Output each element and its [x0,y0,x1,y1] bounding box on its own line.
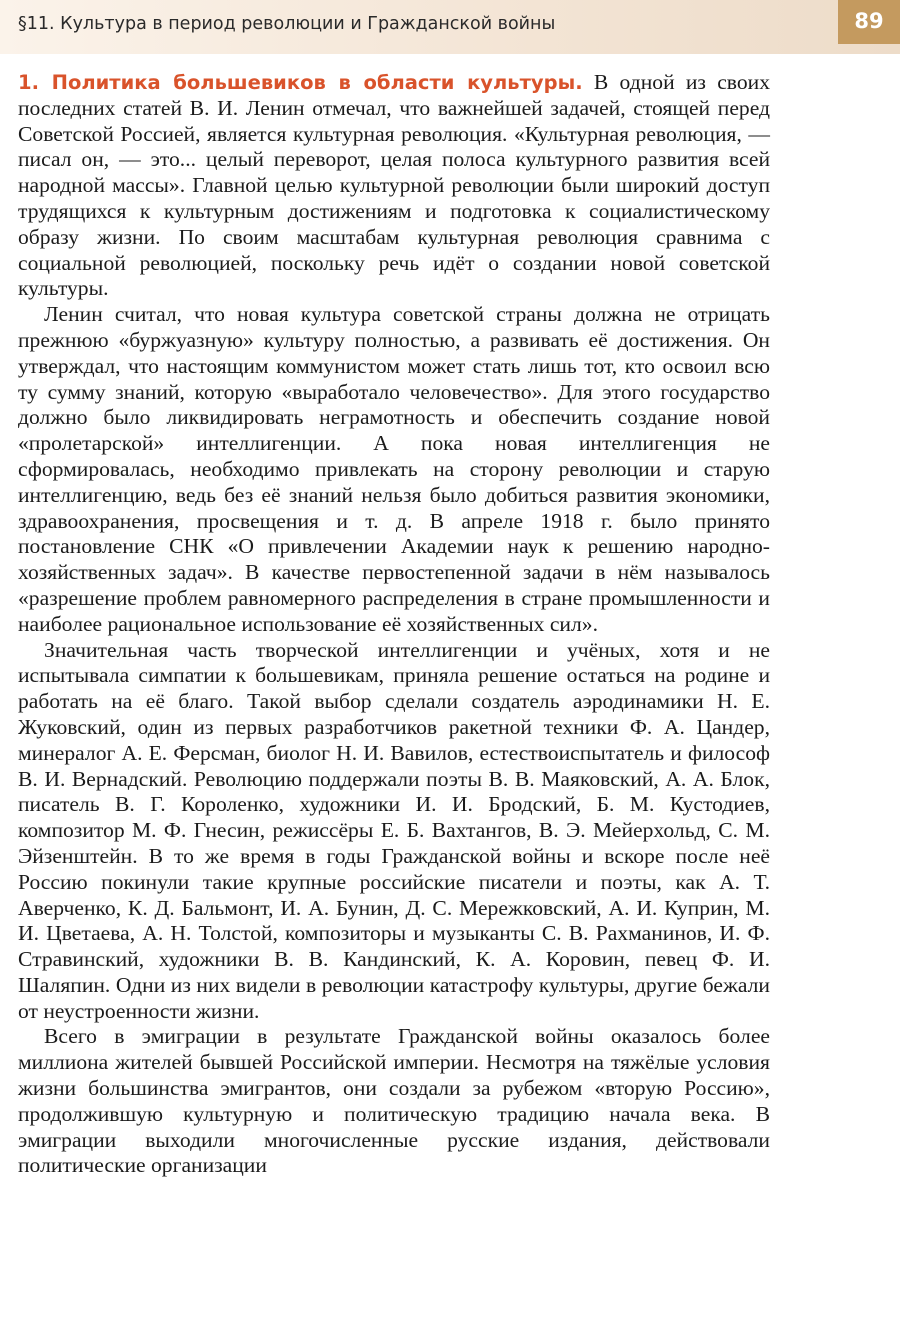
paragraph-2: Ленин считал, что новая культура советской страны должна не отрицать прежнюю «буржуазную» культуру полностью, а развивать её достижения. Он утверждал, что настоящим коммунистом может стать лишь тот, кто освоил всю ту сумму знаний, которую «выработало человечество». Для этого государство должно было ликвидировать неграмотность и обеспечить создание новой «пролетарской» интеллигенции. А пока новая интеллигенция не сформировалась, необходимо привлекать на сторону революции и старую интеллигенцию, ведь без её знаний нельзя было добиться развития экономики, здравоохранения, просвещения и т. д. В апреле 1918 г. было принято постановление СНК «О привлечении Академии наук к решению народно-хозяйственных задач». В качестве первостепенной задачи в нём называлось «разрешение проблем равномерного распределения в стране промышленности и наиболее рациональное использование её хозяйственных сил». [18,302,770,636]
paragraph-1 [18,70,770,302]
paragraph-4: Всего в эмиграции в результате Гражданской войны оказалось более миллиона жителей бывшей Российской империи. Несмотря на тяжёлые условия жизни большинства эмигрантов, они создали за рубежом «вторую Россию», продолжившую культурную и политическую традицию начала века. В эмиграции выходили многочисленные русские издания, действовали политические организации [18,1024,770,1178]
paragraph-3: Значительная часть творческой интеллигенции и учёных, хотя и не испытывала симпатии к большевикам, приняла решение остаться на родине и работать на её благо. Такой выбор сделали создатель аэродинамики Н. Е. Жуковский, один из первых разработчиков ракетной техники Ф. А. Цандер, минералог А. Е. Ферсман, биолог Н. И. Вавилов, естествоиспытатель и философ В. И. Вернадский. Революцию поддержали поэты В. В. Маяковский, А. А. Блок, писатель В. Г. Короленко, художники И. И. Бродский, Б. М. Кустодиев, композитор М. Ф. Гнесин, режиссёры Е. Б. Вахтангов, В. Э. Мейерхольд, С. М. Эйзенштейн. В то же время в годы Гражданской войны и вскоре после неё Россию покинули такие крупные российские писатели и поэты, как А. Т. Аверченко, К. Д. Бальмонт, И. А. Бунин, Д. С. Мережковский, А. И. Куприн, М. И. Цветаева, А. Н. Толстой, композиторы и музыканты С. В. Рахманинов, И. Ф. Стравинский, художники В. В. Кандинский, К. А. Коровин, певец Ф. И. Шаляпин. Одни из них видели в революции катастрофу культуры, другие бежали от неустроенности жизни. [18,637,770,1023]
chapter-title: §11. Культура в период революции и Гражданской войны [18,14,556,34]
body-text [18,70,770,1179]
page-number-tab [838,0,900,44]
section-heading: 1. Политика большевиков в области культуры. [18,71,583,94]
running-header [0,0,900,54]
paragraph-1-text: В одной из своих последних статей В. И. Ленин отмечал, что важнейшей задачей, стоящей перед Советской Россией, является культурная революция. «Культурная революция, — писал он, — это... целый переворот, целая полоса культурного развития всей народной массы». Главной целью культурной революции были широкий доступ трудящихся к культурным достижениям и подготовка к социалистическому образу жизни. По своим масштабам культурная революция сравнима с социальной революцией, поскольку речь идёт о создании новой советской культуры. [18,70,770,301]
page-number: 89 [854,9,884,33]
